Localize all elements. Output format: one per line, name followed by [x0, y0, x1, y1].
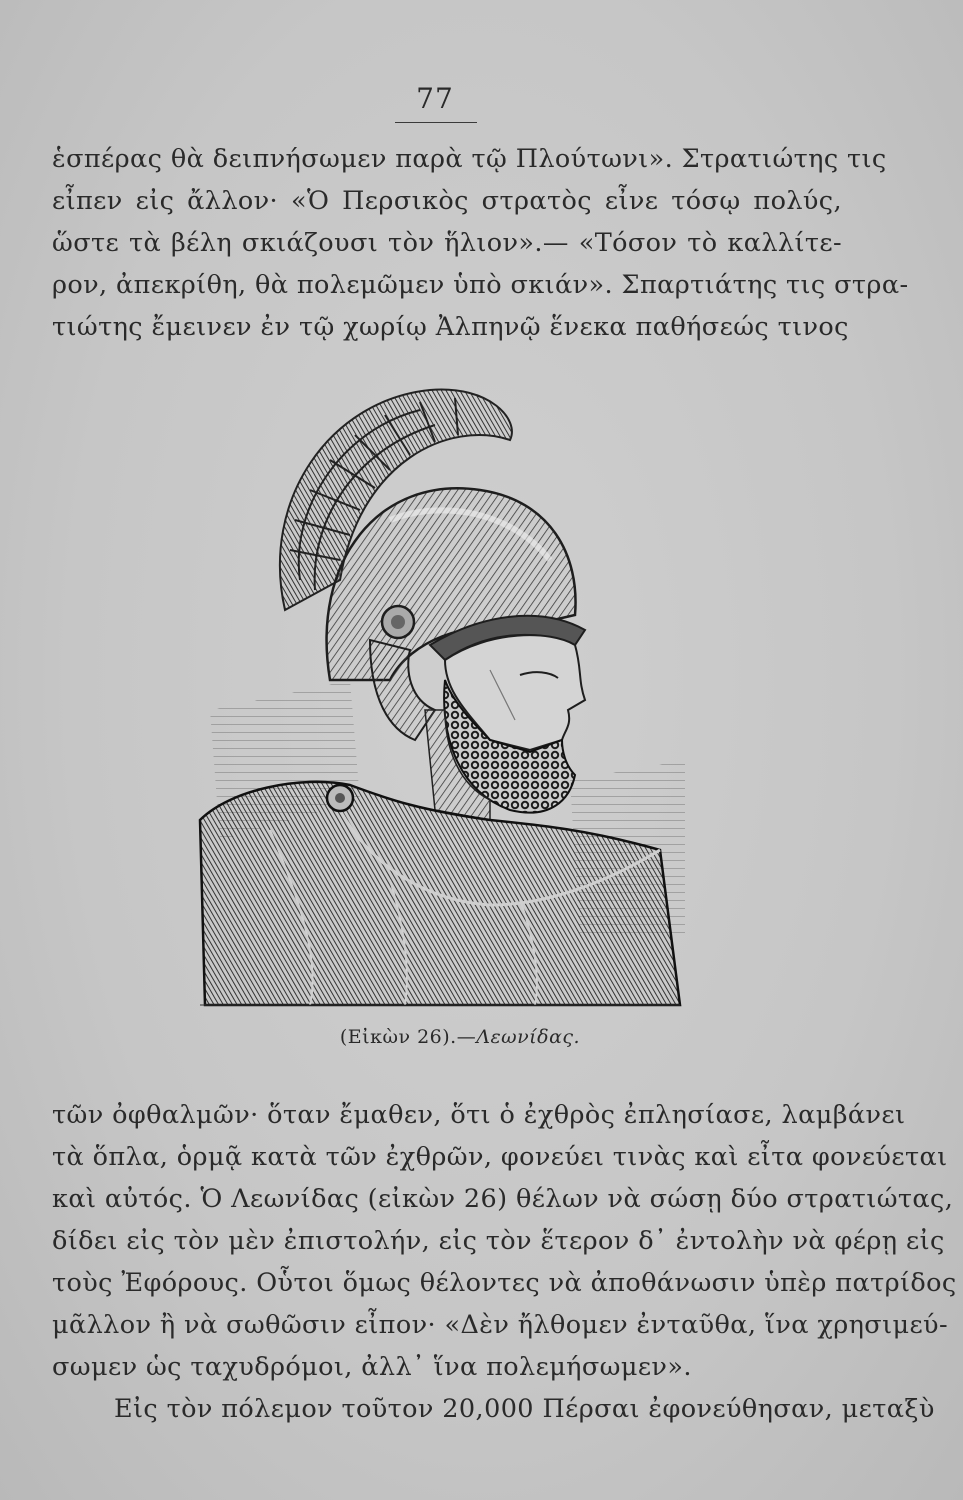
text-line: ἑσπέρας θὰ δειπνήσωμεν παρὰ τῷ Πλούτωνι». Στρατιώτης τις: [52, 144, 887, 174]
text-line: ρον, ἀπεκρίθη, θὰ πολεμῶμεν ὑπὸ σκιάν». Σπαρτιάτης τις στρα-: [52, 270, 909, 300]
text-line: τιώτης ἔμεινεν ἐν τῷ χωρίῳ Ἀλπηνῷ ἕνεκα παθήσεώς τινος: [52, 312, 849, 342]
text-line: δίδει εἰς τὸν μὲν ἐπιστολήν, εἰς τὸν ἕτερον δ᾽ ἐντολὴν νὰ φέρῃ εἰς: [52, 1226, 945, 1256]
text-line: ὥστε τὰ βέλη σκιάζουσι τὸν ἥλιον».— «Τόσον τὸ καλλίτε-: [52, 228, 842, 258]
text-line: τοὺς Ἐφόρους. Οὗτοι ὅμως θέλοντες νὰ ἀποθάνωσιν ὑπὲρ πατρίδος: [52, 1268, 957, 1298]
leonidas-engraving: [190, 380, 690, 1010]
text-line: καὶ αὐτός. Ὁ Λεωνίδας (εἰκὼν 26) θέλων νὰ σώσῃ δύο στρατιώτας,: [52, 1184, 954, 1214]
bottom-paragraph: [52, 1094, 957, 1430]
figure-caption: [250, 1026, 670, 1048]
text-line: σωμεν ὡς ταχυδρόμοι, ἀλλ᾽ ἵνα πολεμήσωμεν».: [52, 1352, 692, 1382]
text-line: εἶπεν εἰς ἄλλον· «Ὁ Περσικὸς στρατὸς εἶνε τόσῳ πολύς,: [52, 186, 842, 216]
top-paragraph: [52, 138, 909, 348]
leonidas-portrait-illustration: [190, 380, 690, 1010]
text-line: μᾶλλον ἢ νὰ σωθῶσιν εἶπον· «Δὲν ἤλθομεν ἐνταῦθα, ἵνα χρησιμεύ-: [52, 1310, 948, 1340]
text-line: τὰ ὅπλα, ὁρμᾷ κατὰ τῶν ἐχθρῶν, φονεύει τινὰς καὶ εἶτα φονεύεται: [52, 1142, 948, 1172]
caption-name: Λεωνίδας.: [476, 1026, 581, 1048]
text-line: τῶν ὀφθαλμῶν· ὅταν ἔμαθεν, ὅτι ὁ ἐχθρὸς ἐπλησίασε, λαμβάνει: [52, 1100, 906, 1130]
page-number-rule: [395, 122, 477, 123]
page-number: 77: [416, 82, 454, 115]
caption-label: (Εἰκὼν 26).—: [339, 1026, 477, 1048]
text-line: Εἰς τὸν πόλεμον τοῦτον 20,000 Πέρσαι ἐφονεύθησαν, μεταξὺ: [114, 1394, 935, 1424]
